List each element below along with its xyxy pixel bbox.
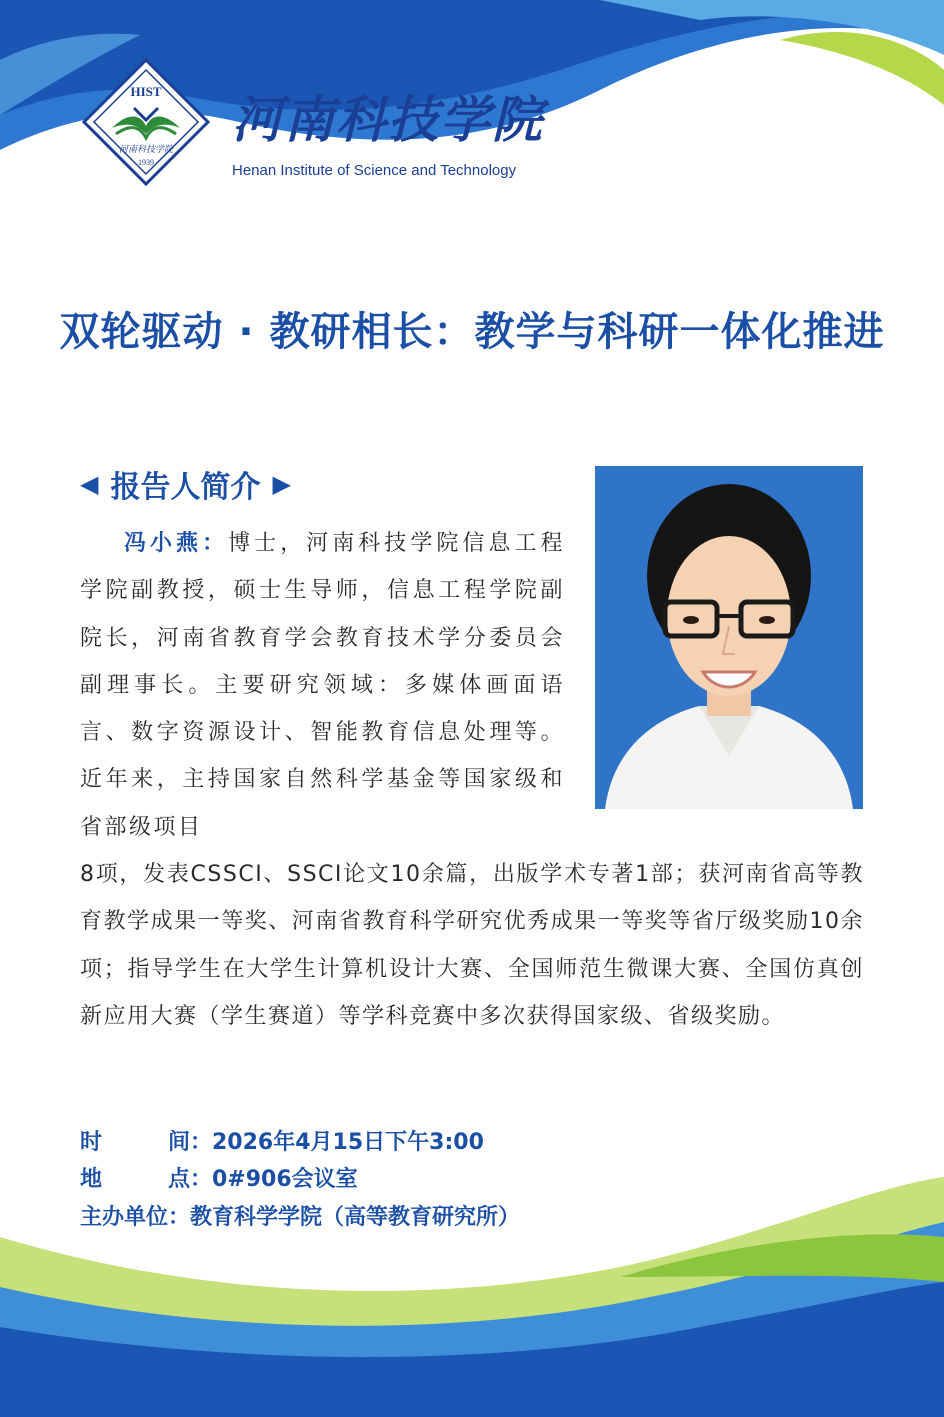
event-place — [80, 1162, 358, 1193]
time-value: ：2026年4月15日下午3:00 — [190, 1130, 484, 1155]
host-value: ：教育科学学院（高等教育研究所） — [168, 1205, 521, 1230]
speaker-name: 冯小燕： — [124, 531, 229, 556]
school-name-chinese: 河南科技学院 — [232, 90, 544, 149]
page-title: 双轮驱动 · 教研相长：教学与科研一体化推进 — [59, 309, 885, 355]
logo-text: HIST — [130, 84, 162, 99]
speaker-portrait — [595, 466, 863, 809]
host-label: 主办单位 — [80, 1205, 169, 1230]
section-heading — [80, 462, 291, 506]
header — [82, 58, 582, 198]
time-label: 时间 — [80, 1130, 190, 1155]
event-time — [80, 1125, 484, 1156]
speaker-bio-continued: 8项，发表CSSCI、SSCI论文10余篇，出版学术专著1部；获河南省高等教育教学成果一等奖、河南省教育科学研究优秀成果一等奖等省厅级奖励10余项；指导学生在大学生计算机设计大赛、全国师范生微课大赛、全国仿真创新应用大赛（学生赛道）等学科竞赛中多次获得国家级、省级奖励。 — [80, 862, 864, 1029]
place-label: 地点 — [80, 1167, 190, 1192]
triangle-left-icon: ◀ — [80, 470, 99, 498]
section-heading-text: 报告人简介 — [110, 470, 261, 505]
school-name-english: Henan Institute of Science and Technology — [232, 162, 517, 179]
place-value: ：0#906会议室 — [190, 1167, 358, 1192]
speaker-bio-intro — [80, 520, 565, 851]
triangle-right-icon: ▶ — [272, 470, 291, 498]
logo-year: 1939 — [138, 158, 154, 167]
school-logo — [82, 58, 210, 186]
logo-script: 河南科技学院 — [118, 144, 174, 154]
speaker-bio-part1: 博士，河南科技学院信息工程学院副教授，硕士生导师，信息工程学院副院长，河南省教育学会教育技术学分委员会副理事长。主要研究领域：多媒体画面语言、数字资源设计、智能教育信息处理等。近年来，主持国家自然科学基金等国家级和省部级项目 — [80, 531, 565, 840]
speaker-photo — [595, 466, 863, 809]
event-host — [80, 1200, 520, 1231]
